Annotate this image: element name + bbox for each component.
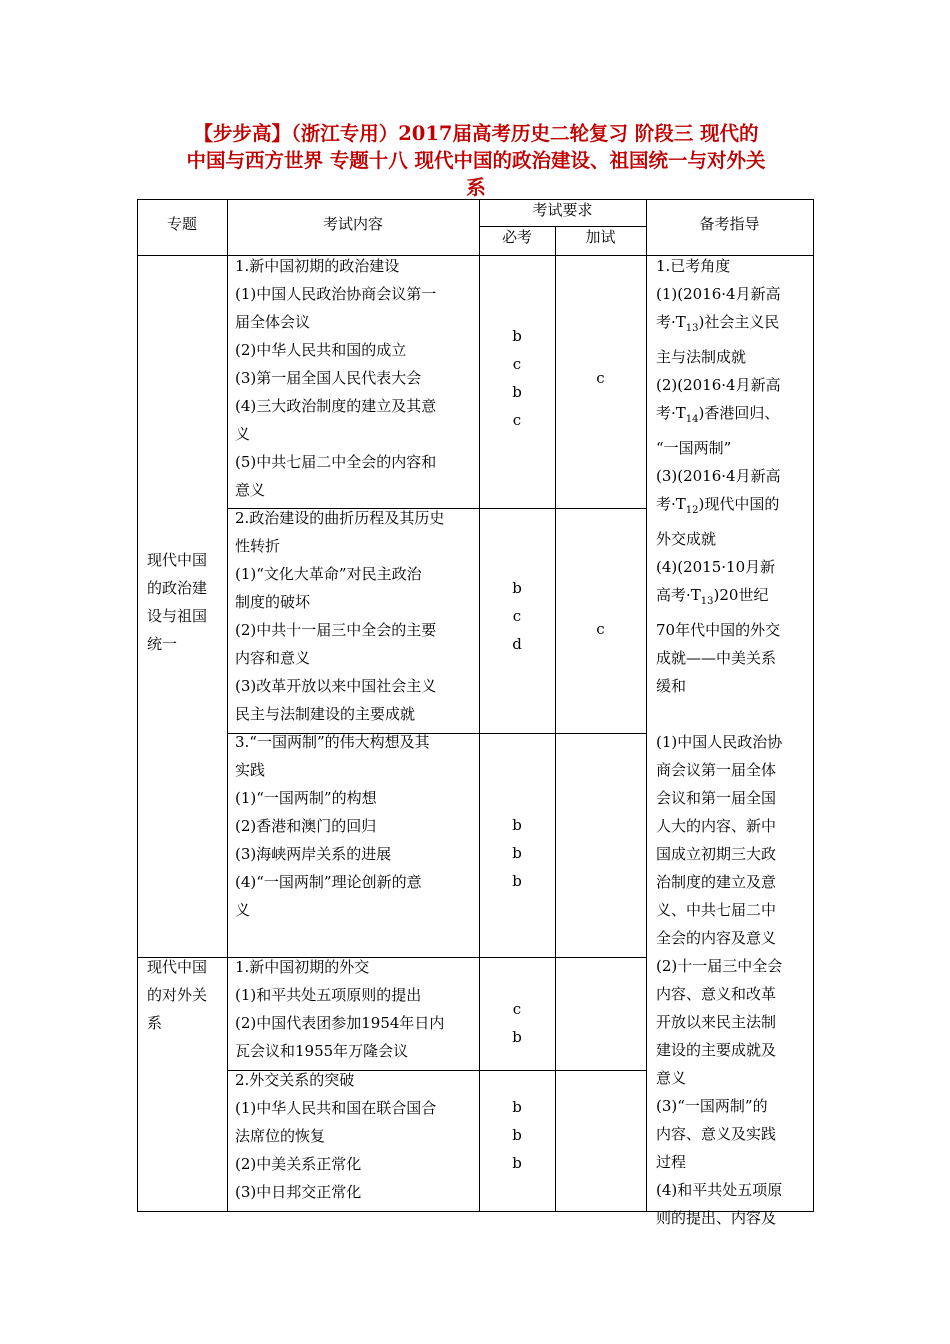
guide-line: 开放以来民主法制 xyxy=(656,1013,777,1031)
header-guide: 备考指导 xyxy=(699,215,760,233)
content-line: (2)中华人民共和国的成立 xyxy=(235,341,407,359)
content-line: (3)第一届全国人民代表大会 xyxy=(235,369,422,387)
content-line: 法席位的恢复 xyxy=(235,1127,326,1145)
title-line: 系 xyxy=(466,176,486,199)
guide-line: 外交成就 xyxy=(656,530,717,548)
col-divider xyxy=(227,199,228,1212)
content-line: (1)“文化大革命”对民主政治 xyxy=(235,565,422,583)
content-line: 民主与法制建设的主要成就 xyxy=(235,705,416,723)
topic-line: 现代中国 xyxy=(147,958,208,976)
guide-line: 成就——中美关系 xyxy=(656,649,777,667)
guide-line: 内容、意义及实践 xyxy=(656,1125,777,1143)
required-cell xyxy=(479,1093,555,1177)
required-cell xyxy=(479,574,555,658)
guide-line: (4)(2015·10月新 xyxy=(656,558,776,576)
required-level: b xyxy=(512,1126,522,1144)
topic-line: 统一 xyxy=(147,635,178,653)
guide-line: 治制度的建立及意 xyxy=(656,873,777,891)
guide-line: 考$\cdot T_{12}$)现代中国的 xyxy=(656,495,780,516)
content-line: 性转折 xyxy=(235,537,281,555)
guide-line: 义、中共七届二中 xyxy=(656,901,777,919)
title-line: 【步步高】（浙江专用）2017届高考历史二轮复习 阶段三 现代的 xyxy=(193,122,759,145)
topic-line: 系 xyxy=(147,1014,163,1032)
guide-line: 意义 xyxy=(656,1069,687,1087)
header-requirement: 考试要求 xyxy=(532,201,593,219)
content-cell xyxy=(235,728,430,924)
guide-line: (1)中国人民政治协 xyxy=(656,733,783,751)
content-cell xyxy=(235,252,436,504)
required-level: b xyxy=(512,1154,522,1172)
content-line: (2)香港和澳门的回归 xyxy=(235,817,377,835)
required-level: c xyxy=(512,355,522,373)
guide-line: 内容、意义和改革 xyxy=(656,985,777,1003)
content-cell xyxy=(235,1066,436,1206)
header-required: 必考 xyxy=(501,228,532,246)
guide-line: 1.已考角度 xyxy=(656,257,731,275)
content-cell xyxy=(235,504,444,728)
guide-line xyxy=(656,700,782,728)
guide-cell xyxy=(656,252,782,1232)
guide-line: 70年代中国的外交 xyxy=(656,621,781,639)
guide-line: 考$\cdot T_{13}$)社会主义民 xyxy=(656,313,780,334)
required-level: b xyxy=(512,844,522,862)
guide-line: (3)(2016·4月新高 xyxy=(656,467,781,485)
required-level: d xyxy=(512,635,522,653)
content-line: (2)中共十一届三中全会的主要 xyxy=(235,621,437,639)
required-level: b xyxy=(512,872,522,890)
required-level: b xyxy=(512,579,522,597)
guide-line: 过程 xyxy=(656,1153,687,1171)
header-content: 考试内容 xyxy=(322,215,383,233)
content-line: 意义 xyxy=(235,481,266,499)
required-level: b xyxy=(512,1098,522,1116)
content-line: 瓦会议和1955年万隆会议 xyxy=(235,1042,409,1060)
guide-line: (2)十一届三中全会 xyxy=(656,957,783,975)
additional-cell xyxy=(555,364,646,392)
guide-line: 国成立初期三大政 xyxy=(656,845,777,863)
guide-line: (4)和平共处五项原 xyxy=(656,1181,783,1199)
content-line: 2.政治建设的曲折历程及其历史 xyxy=(235,509,445,527)
content-line: 内容和意义 xyxy=(235,649,311,667)
guide-line: 人大的内容、新中 xyxy=(656,817,777,835)
required-cell xyxy=(479,811,555,895)
required-level: b xyxy=(512,1028,522,1046)
content-line: (3)改革开放以来中国社会主义 xyxy=(235,677,437,695)
additional-level: c xyxy=(596,620,605,638)
content-line: (4)三大政治制度的建立及其意 xyxy=(235,397,437,415)
guide-line: 高考$\cdot T_{13})20$世纪 xyxy=(656,586,769,607)
additional-cell xyxy=(555,615,646,643)
required-cell xyxy=(479,995,555,1051)
additional-level: c xyxy=(596,369,605,387)
content-line: 义 xyxy=(235,425,251,443)
required-level: b xyxy=(512,816,522,834)
content-line: 实践 xyxy=(235,761,266,779)
guide-line: 主与法制成就 xyxy=(656,348,747,366)
table-border-left xyxy=(137,199,138,1212)
content-line: 1.新中国初期的外交 xyxy=(235,958,370,976)
content-line: (1)中国人民政治协商会议第一 xyxy=(235,285,437,303)
guide-line: 考$\cdot T_{14}$)香港回归、 xyxy=(656,404,780,425)
header-topic: 专题 xyxy=(166,215,197,233)
required-cell xyxy=(479,322,555,434)
content-line: (1)中华人民共和国在联合国合 xyxy=(235,1099,437,1117)
content-line: 制度的破坏 xyxy=(235,593,311,611)
topic-line: 的政治建 xyxy=(147,579,208,597)
header-additional: 加试 xyxy=(585,228,616,246)
table-border-top xyxy=(137,199,813,200)
content-line: (5)中共七届二中全会的内容和 xyxy=(235,453,437,471)
guide-line: (2)(2016·4月新高 xyxy=(656,376,781,394)
content-line: (1)“一国两制”的构想 xyxy=(235,789,377,807)
content-line: (3)海峡两岸关系的进展 xyxy=(235,845,392,863)
guide-line: 商会议第一届全体 xyxy=(656,761,777,779)
content-line: (3)中日邦交正常化 xyxy=(235,1183,362,1201)
topic-cell xyxy=(147,546,207,658)
guide-line: (3)“一国两制”的 xyxy=(656,1097,768,1115)
content-line: 1.新中国初期的政治建设 xyxy=(235,257,400,275)
title-line: 中国与西方世界 专题十八 现代中国的政治建设、祖国统一与对外关 xyxy=(186,149,766,172)
content-line: 义 xyxy=(235,901,251,919)
topic-cell xyxy=(147,953,207,1037)
content-cell xyxy=(235,953,444,1065)
guide-line: (1)(2016·4月新高 xyxy=(656,285,781,303)
content-line: 2.外交关系的突破 xyxy=(235,1071,355,1089)
required-level: c xyxy=(512,411,522,429)
table-border-right xyxy=(813,199,814,1212)
guide-line: 建设的主要成就及 xyxy=(656,1041,777,1059)
guide-line: 缓和 xyxy=(656,677,687,695)
content-line: 届全体会议 xyxy=(235,313,311,331)
guide-line: 全会的内容及意义 xyxy=(656,929,777,947)
guide-line: 则的提出、内容及 xyxy=(656,1209,777,1227)
content-line: (4)“一国两制”理论创新的意 xyxy=(235,873,422,891)
required-level: c xyxy=(512,1000,522,1018)
required-level: b xyxy=(512,327,522,345)
guide-line: 会议和第一届全国 xyxy=(656,789,777,807)
col-divider xyxy=(646,199,647,1212)
content-line: 3.“一国两制”的伟大构想及其 xyxy=(235,733,430,751)
topic-line: 现代中国 xyxy=(147,551,208,569)
topic-line: 的对外关 xyxy=(147,986,208,1004)
required-level: b xyxy=(512,383,522,401)
document-title xyxy=(120,120,832,201)
content-line: (2)中美关系正常化 xyxy=(235,1155,362,1173)
topic-line: 设与祖国 xyxy=(147,607,208,625)
content-line: (2)中国代表团参加1954年日内 xyxy=(235,1014,445,1032)
guide-line: “一国两制” xyxy=(656,439,732,457)
content-line: (1)和平共处五项原则的提出 xyxy=(235,986,422,1004)
required-level: c xyxy=(512,607,522,625)
